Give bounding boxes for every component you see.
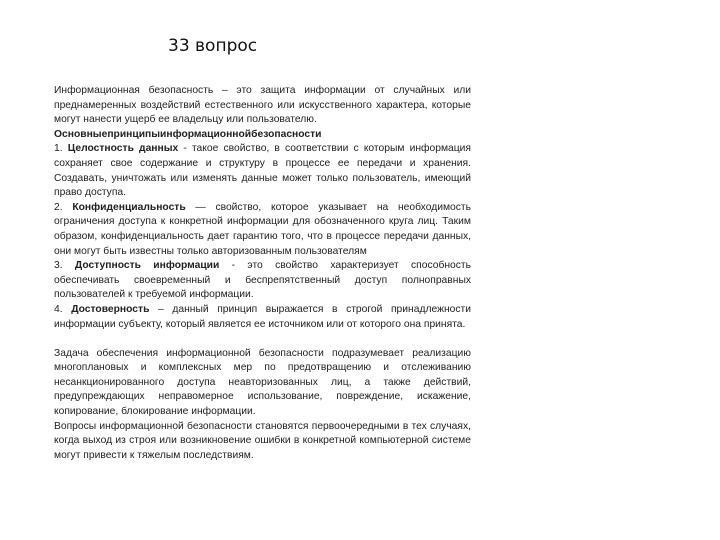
principles-heading: Основныепринципыинформационнойбезопасности — [54, 128, 322, 140]
paragraph-gap — [54, 332, 471, 347]
issues-paragraph: Вопросы информационной безопасности становятся первоочередными в тех случаях, когда выход из строя или возникновение ошибки в конкретной компьютерной системе могут привести к тяжелым последствиям. — [54, 420, 471, 461]
document-body — [54, 84, 471, 463]
principle-term: Целостность данных — [67, 143, 179, 155]
principle-term: Конфиденциальность — [72, 201, 186, 213]
principle-item: 3. Доступность информации - это свойство характеризует способность обеспечивать своевременный и беспрепятственный доступ полноправных пользователей к требуемой информации. — [54, 260, 471, 301]
principle-term: Доступность информации — [74, 260, 220, 272]
principle-term: Достоверность — [71, 303, 150, 315]
principle-item: 4. Достоверность – данный принцип выражается в строгой принадлежности информации субъекту, который является ее источником или от которого она принята. — [54, 303, 471, 330]
page-title: 33 вопрос — [168, 36, 258, 56]
intro-paragraph: Информационная безопасность – это защита информации от случайных или преднамеренных воздействий естественного или искусственного характера, которые могут нанести ущерб ее владельцу или пользователю. — [54, 85, 471, 126]
principle-item: 2. Конфиденциальность — свойство, которое указывает на необходимость ограничения доступа к конкретной информации для обозначенного круга лиц. Таким образом, конфиденциальность дает гарантию того, что в процессе передачи данных, они могут быть известны только авторизованным пользователям — [54, 201, 472, 257]
principle-item: 1. Целостность данных - такое свойство, в соответствии с которым информация сохраняет свое содержание и структуру в процессе ее передачи и хранения. Создавать, уничтожать или изменять данные может только пользователь, имеющий право доступа. — [54, 143, 471, 199]
task-paragraph: Задача обеспечения информационной безопасности подразумевает реализацию многоплановых и комплексных мер по предотвращению и отслеживанию несанкционированного доступа неавторизованных лиц, а также действий, предупреждающих неправомерное использование, повреждение, искажение, копирование, блокирование информации. — [54, 347, 471, 418]
